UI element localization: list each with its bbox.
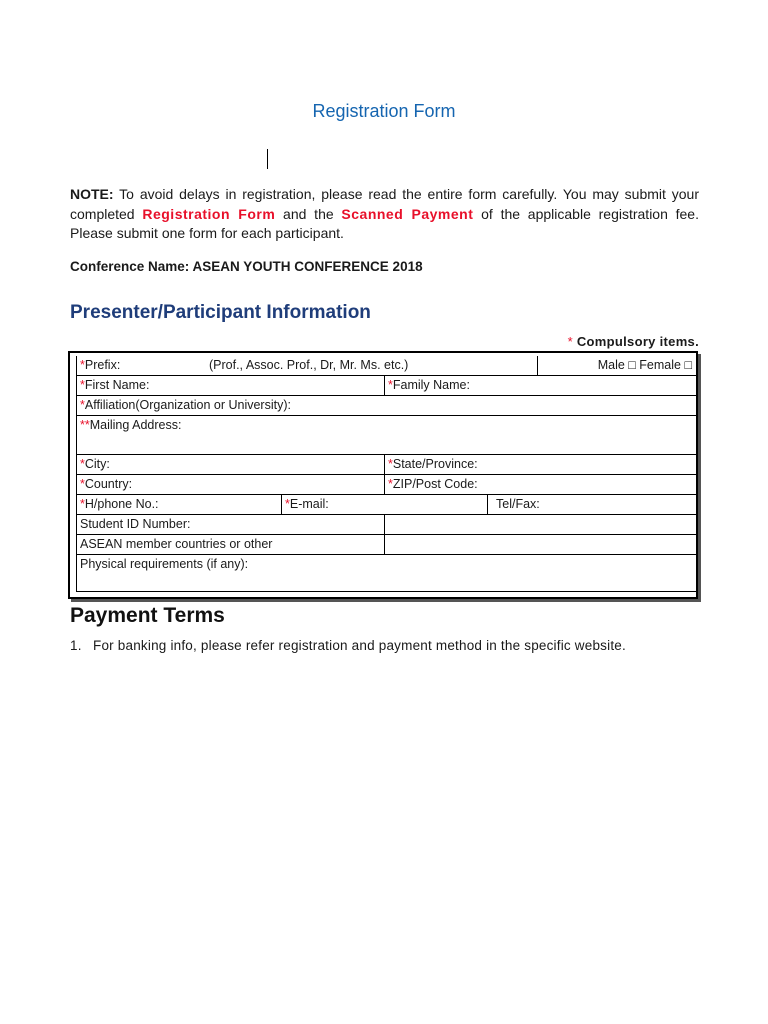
gender-options[interactable]: Male □ Female □: [597, 358, 692, 372]
compulsory-text: Compulsory items.: [572, 334, 699, 349]
table-row: [76, 376, 696, 396]
family-name-label: Family Name:: [392, 378, 470, 392]
state-field[interactable]: [384, 455, 696, 474]
prefix-hint: (Prof., Assoc. Prof., Dr, Mr. Ms. etc.): [209, 358, 409, 372]
required-asterisk: *: [80, 477, 85, 491]
first-name-label: First Name:: [84, 378, 150, 392]
zip-field[interactable]: [384, 475, 696, 494]
text-cursor: [267, 149, 268, 169]
table-row: [76, 535, 696, 555]
mailing-address-field[interactable]: [76, 416, 696, 454]
mailing-address-label: Mailing Address:: [89, 418, 182, 432]
prefix-field[interactable]: [76, 356, 537, 375]
country-field[interactable]: [76, 475, 384, 494]
note-text-1: To avoid delays in registration, please read the entire form carefully. You may submit your completed: [70, 186, 699, 222]
term-text: For banking info, please refer registration and payment method in the specific website.: [93, 638, 626, 653]
zip-label: ZIP/Post Code:: [392, 477, 478, 491]
family-name-field[interactable]: [384, 376, 696, 395]
affiliation-label: Affiliation(Organization or University):: [84, 398, 291, 412]
country-label: Country:: [84, 477, 133, 491]
telfax-field[interactable]: [487, 495, 696, 514]
note-text-2: and the: [275, 205, 342, 222]
required-asterisk: *: [80, 497, 85, 511]
note-text-3: of the applicable registration fee. Please submit one form for each participant.: [70, 205, 699, 241]
section-title: Presenter/Participant Information: [70, 302, 371, 323]
table-row: [76, 396, 696, 416]
payment-terms-title: Payment Terms: [70, 604, 225, 627]
email-label: E-mail:: [289, 497, 329, 511]
page-title: Registration Form: [312, 101, 456, 121]
required-asterisk: *: [388, 457, 393, 471]
state-label: State/Province:: [392, 457, 478, 471]
hphone-label: H/phone No.:: [84, 497, 159, 511]
table-row: [76, 555, 696, 592]
compulsory-note: [568, 334, 699, 349]
required-asterisk: *: [285, 497, 290, 511]
first-name-field[interactable]: [76, 376, 384, 395]
scanned-payment-highlight: Scanned Payment: [341, 205, 474, 222]
list-item: [70, 638, 626, 653]
table-row: [76, 356, 696, 376]
term-number: 1.: [70, 638, 82, 653]
table-row: [76, 475, 696, 495]
required-asterisk: *: [80, 398, 85, 412]
registration-form-highlight: Registration Form: [142, 205, 276, 222]
gender-field[interactable]: [537, 356, 696, 375]
table-row: [76, 416, 696, 455]
hphone-field[interactable]: [76, 495, 281, 514]
required-asterisk: *: [80, 378, 85, 392]
prefix-label: Prefix:: [84, 358, 121, 372]
table-row: [76, 495, 696, 515]
asean-label: ASEAN member countries or other: [80, 537, 273, 551]
student-id-label-cell: [76, 515, 384, 534]
required-asterisk: *: [388, 378, 393, 392]
physical-requirements-field[interactable]: [76, 555, 696, 591]
asean-input[interactable]: [384, 535, 696, 554]
city-field[interactable]: [76, 455, 384, 474]
affiliation-field[interactable]: [76, 396, 696, 415]
note-label: NOTE:: [70, 186, 114, 202]
participant-form-table: [68, 351, 698, 599]
required-asterisk: **: [80, 418, 90, 432]
required-asterisk: *: [388, 477, 393, 491]
table-row: [76, 515, 696, 535]
telfax-label: Tel/Fax:: [496, 497, 540, 511]
note-paragraph: [70, 185, 699, 244]
student-id-label: Student ID Number:: [80, 517, 191, 531]
table-row: [76, 455, 696, 475]
asean-label-cell: [76, 535, 384, 554]
email-field[interactable]: [281, 495, 487, 514]
required-asterisk: *: [80, 457, 85, 471]
city-label: City:: [84, 457, 110, 471]
conference-name: Conference Name: ASEAN YOUTH CONFERENCE 2018: [70, 259, 423, 274]
compulsory-asterisk: *: [567, 334, 573, 349]
physical-requirements-label: Physical requirements (if any):: [80, 557, 249, 571]
required-asterisk: *: [80, 358, 85, 372]
student-id-input[interactable]: [384, 515, 696, 534]
